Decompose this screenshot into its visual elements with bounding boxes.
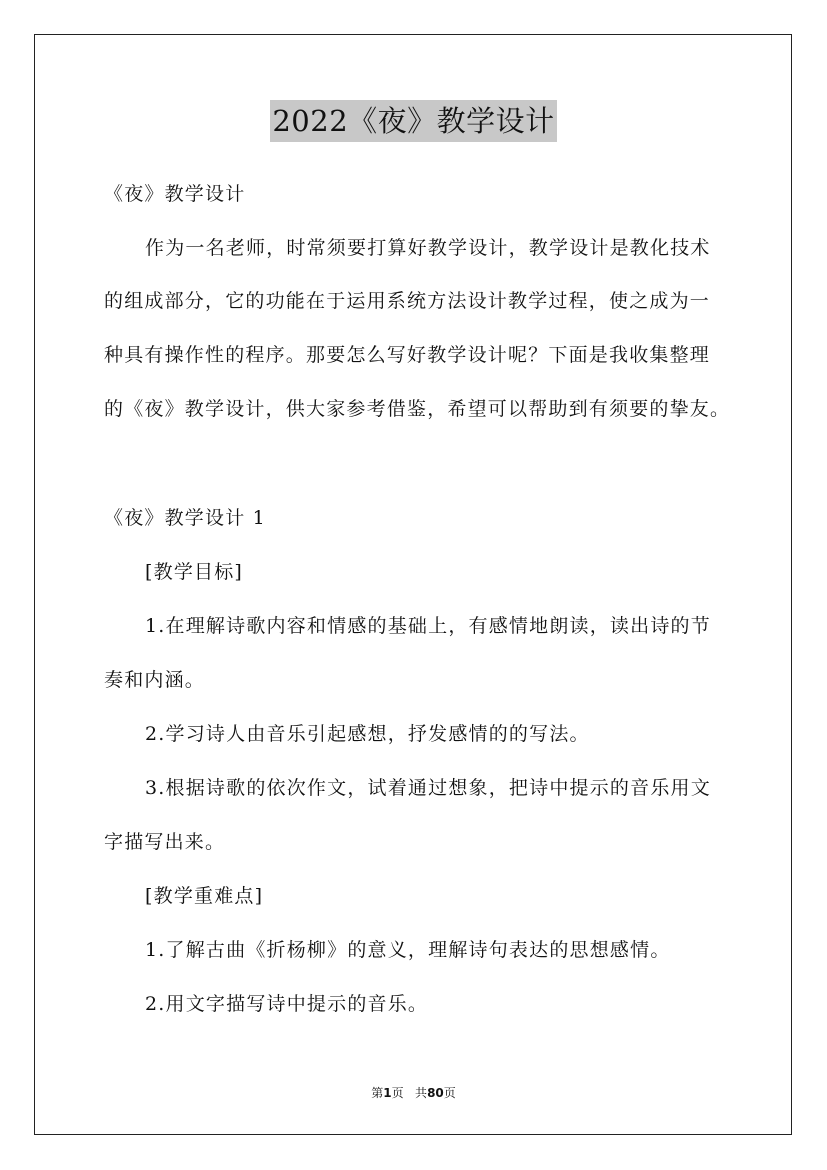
page-footer — [0, 1085, 827, 1101]
total-suffix: 页 — [443, 1086, 456, 1100]
goals-label: [教学目标] — [145, 561, 244, 583]
page-prefix: 第 — [371, 1086, 384, 1100]
document-subtitle: 《夜》教学设计 — [104, 183, 246, 205]
difficulty-1: 1.了解古曲《折杨柳》的意义，理解诗句表达的思想感情。 — [145, 939, 671, 961]
goal-1-line-1: 1.在理解诗歌内容和情感的基础上，有感情地朗读，读出诗的节 — [145, 615, 711, 637]
intro-line-2: 的组成部分，它的功能在于运用系统方法设计教学过程，使之成为一 — [104, 290, 711, 312]
goal-1-line-2: 奏和内涵。 — [104, 669, 206, 691]
total-pages: 80 — [427, 1086, 444, 1100]
difficulty-2: 2.用文字描写诗中提示的音乐。 — [145, 993, 429, 1015]
document-title: 2022《夜》教学设计 — [270, 100, 556, 142]
intro-line-3: 种具有操作性的程序。那要怎么写好教学设计呢？下面是我收集整理 — [104, 344, 711, 366]
total-prefix: 共 — [415, 1086, 428, 1100]
goal-3-line-1: 3.根据诗歌的依次作文，试着通过想象，把诗中提示的音乐用文 — [145, 777, 711, 799]
goal-2: 2.学习诗人由音乐引起感想，抒发感情的的写法。 — [145, 723, 590, 745]
difficulty-label: [教学重难点] — [145, 885, 264, 907]
goal-3-line-2: 字描写出来。 — [104, 831, 226, 853]
title-container — [0, 100, 827, 142]
page-suffix: 页 — [391, 1086, 404, 1100]
section-heading: 《夜》教学设计 1 — [104, 507, 266, 529]
page-number: 1 — [383, 1086, 392, 1100]
intro-line-1: 作为一名老师，时常须要打算好教学设计，教学设计是教化技术 — [145, 237, 711, 259]
intro-line-4: 的《夜》教学设计，供大家参考借鉴，希望可以帮助到有须要的挚友。 — [104, 398, 731, 420]
